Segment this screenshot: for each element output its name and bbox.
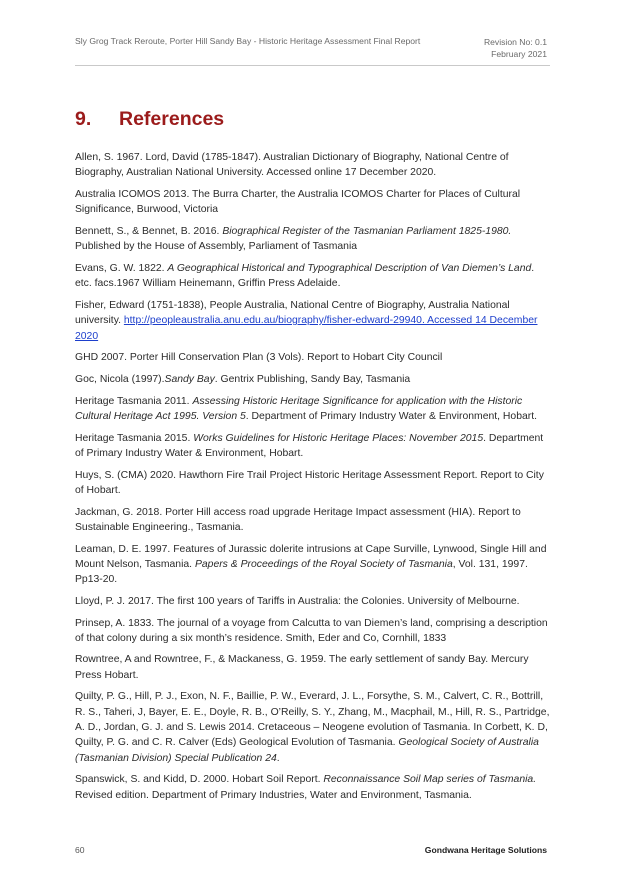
reference-entry — [75, 372, 550, 387]
reference-entry — [75, 224, 550, 255]
reference-entry — [75, 468, 550, 499]
reference-italic-title: Geological Society of Australia (Tasmanian Division) Special Publication 24 — [75, 737, 539, 764]
reference-entry — [75, 594, 550, 609]
reference-text: GHD 2007. Porter Hill Conservation Plan (3 Vols). Report to Hobart City Council — [75, 352, 443, 364]
header-title: Sly Grog Track Reroute, Porter Hill Sandy Bay - Historic Heritage Assessment Final Report — [75, 36, 421, 46]
reference-text: Prinsep, A. 1833. The journal of a voyage from Calcutta to van Diemen’s land, comprising a description of that colony during a six month’s residence. Smith, Eder and Co, Cornhill, 1833 — [75, 617, 548, 644]
reference-entry — [75, 187, 550, 218]
header-revision-block — [484, 36, 547, 60]
reference-entry — [75, 431, 550, 462]
reference-text: , Vol. 131, 1997. Pp13-20. — [75, 558, 528, 586]
reference-text: Quilty, P. G., Hill, P. J., Exon, N. F., Baillie, P. W., Everard, J. L., Forsythe, S. M., Calvert, C. R., Bottrill, R. S., Taheri, J, Bayer, E. E., Doyle, R. B., O’Reilly, S. Y., Zhang, M., Macphail, M., Hill, R. S., Partridge, A. D., Jordan, G. J. and S. Lewis 2014. Cretaceous – Neogene evolution of Tasmania. In Corbett, K. D, Quilty, P. G. and C. R. Calver (Eds) Geological Evolution of Tasmania. — [75, 691, 550, 749]
reference-entry — [75, 772, 550, 803]
reference-list — [75, 150, 550, 809]
reference-text: . Department of Primary Industry Water & Environment, Hobart. — [75, 432, 544, 459]
reference-text: Lloyd, P. J. 2017. The first 100 years of Tariffs in Australia: the Colonies. University of Melbourne. — [75, 595, 520, 607]
reference-text: Published by the House of Assembly, Parliament of Tasmania — [75, 241, 358, 253]
reference-entry — [75, 150, 550, 181]
section-heading — [75, 108, 224, 131]
section-title: References — [119, 108, 225, 130]
footer-company: Gondwana Heritage Solutions — [424, 845, 547, 855]
reference-entry — [75, 394, 550, 425]
reference-text: Allen, S. 1967. Lord, David (1785-1847). Australian Dictionary of Biography, National Centre of Biography, Australian National University. Accessed online 17 December 2020. — [75, 152, 509, 179]
reference-entry — [75, 616, 550, 647]
reference-italic-title: Works Guidelines for Historic Heritage Places: November 2015 — [193, 432, 484, 444]
reference-italic-title: Papers & Proceedings of the Royal Society of Tasmania — [194, 558, 453, 570]
reference-italic-title: Reconnaissance Soil Map series of Tasmania. — [323, 774, 537, 786]
reference-text: Revised edition. Department of Primary Industries, Water and Environment, Tasmania. — [75, 789, 472, 801]
reference-link[interactable]: http://peopleaustralia.anu.edu.au/biography/fisher-edward-29940. Accessed 14 December 2020 — [75, 315, 538, 342]
reference-text: Bennett, S., & Bennet, B. 2016. — [75, 225, 223, 237]
reference-text: Heritage Tasmania 2011. — [75, 395, 193, 407]
reference-entry — [75, 652, 550, 683]
reference-entry — [75, 542, 550, 588]
reference-text: Goc, Nicola (1997). — [75, 373, 165, 385]
reference-text: . Department of Primary Industry Water & Environment, Hobart. — [245, 410, 537, 422]
reference-entry — [75, 350, 550, 365]
reference-text: Jackman, G. 2018. Porter Hill access road upgrade Heritage Impact assessment (HIA). Report to Sustainable Engineering., Tasmania. — [75, 506, 521, 533]
reference-text: Huys, S. (CMA) 2020. Hawthorn Fire Trail Project Historic Heritage Assessment Report. Report to City of Hobart. — [75, 469, 544, 496]
reference-text: . Gentrix Publishing, Sandy Bay, Tasmania — [214, 373, 411, 385]
reference-text: Rowntree, A and Rowntree, F., & Mackaness, G. 1959. The early settlement of sandy Bay. Mercury Press Hobart. — [75, 654, 529, 681]
reference-entry — [75, 298, 550, 344]
reference-entry — [75, 505, 550, 536]
reference-entry — [75, 689, 550, 765]
header-divider — [75, 65, 550, 66]
reference-text: Heritage Tasmania 2015. — [75, 432, 194, 444]
reference-text: . etc. facs.1967 William Heinemann, Griffin Press Adelaide. — [75, 262, 535, 290]
header-date: February 2021 — [491, 49, 547, 59]
reference-text: Spanswick, S. and Kidd, D. 2000. Hobart Soil Report. — [75, 774, 324, 786]
reference-italic-title: Sandy Bay — [164, 373, 215, 385]
page-number: 60 — [75, 845, 85, 855]
reference-italic-title: A Geographical Historical and Typographical Description of Van Diemen’s Land — [167, 262, 532, 274]
section-number: 9. — [75, 108, 92, 130]
reference-text: . — [276, 752, 280, 764]
reference-text: Evans, G. W. 1822. — [75, 262, 168, 274]
reference-entry — [75, 261, 550, 292]
reference-italic-title: Assessing Historic Heritage Significance for application with the Historic Cultural Heritage Act 1995. Version 5 — [75, 395, 523, 422]
reference-italic-title: Biographical Register of the Tasmanian Parliament 1825-1980. — [222, 225, 512, 237]
header-revision: Revision No: 0.1 — [483, 37, 547, 47]
reference-text: Leaman, D. E. 1997. Features of Jurassic dolerite intrusions at Cape Surville, Lynwood, Single Hill and Mount Nelson, Tasmania. — [75, 543, 547, 570]
reference-text: Australia ICOMOS 2013. The Burra Charter, the Australia ICOMOS Charter for Places of Cultural Significance, Burwood, Victoria — [75, 188, 521, 216]
reference-text: Fisher, Edward (1751-1838), People Australia, National Centre of Biography, Australia National university. — [75, 299, 510, 327]
